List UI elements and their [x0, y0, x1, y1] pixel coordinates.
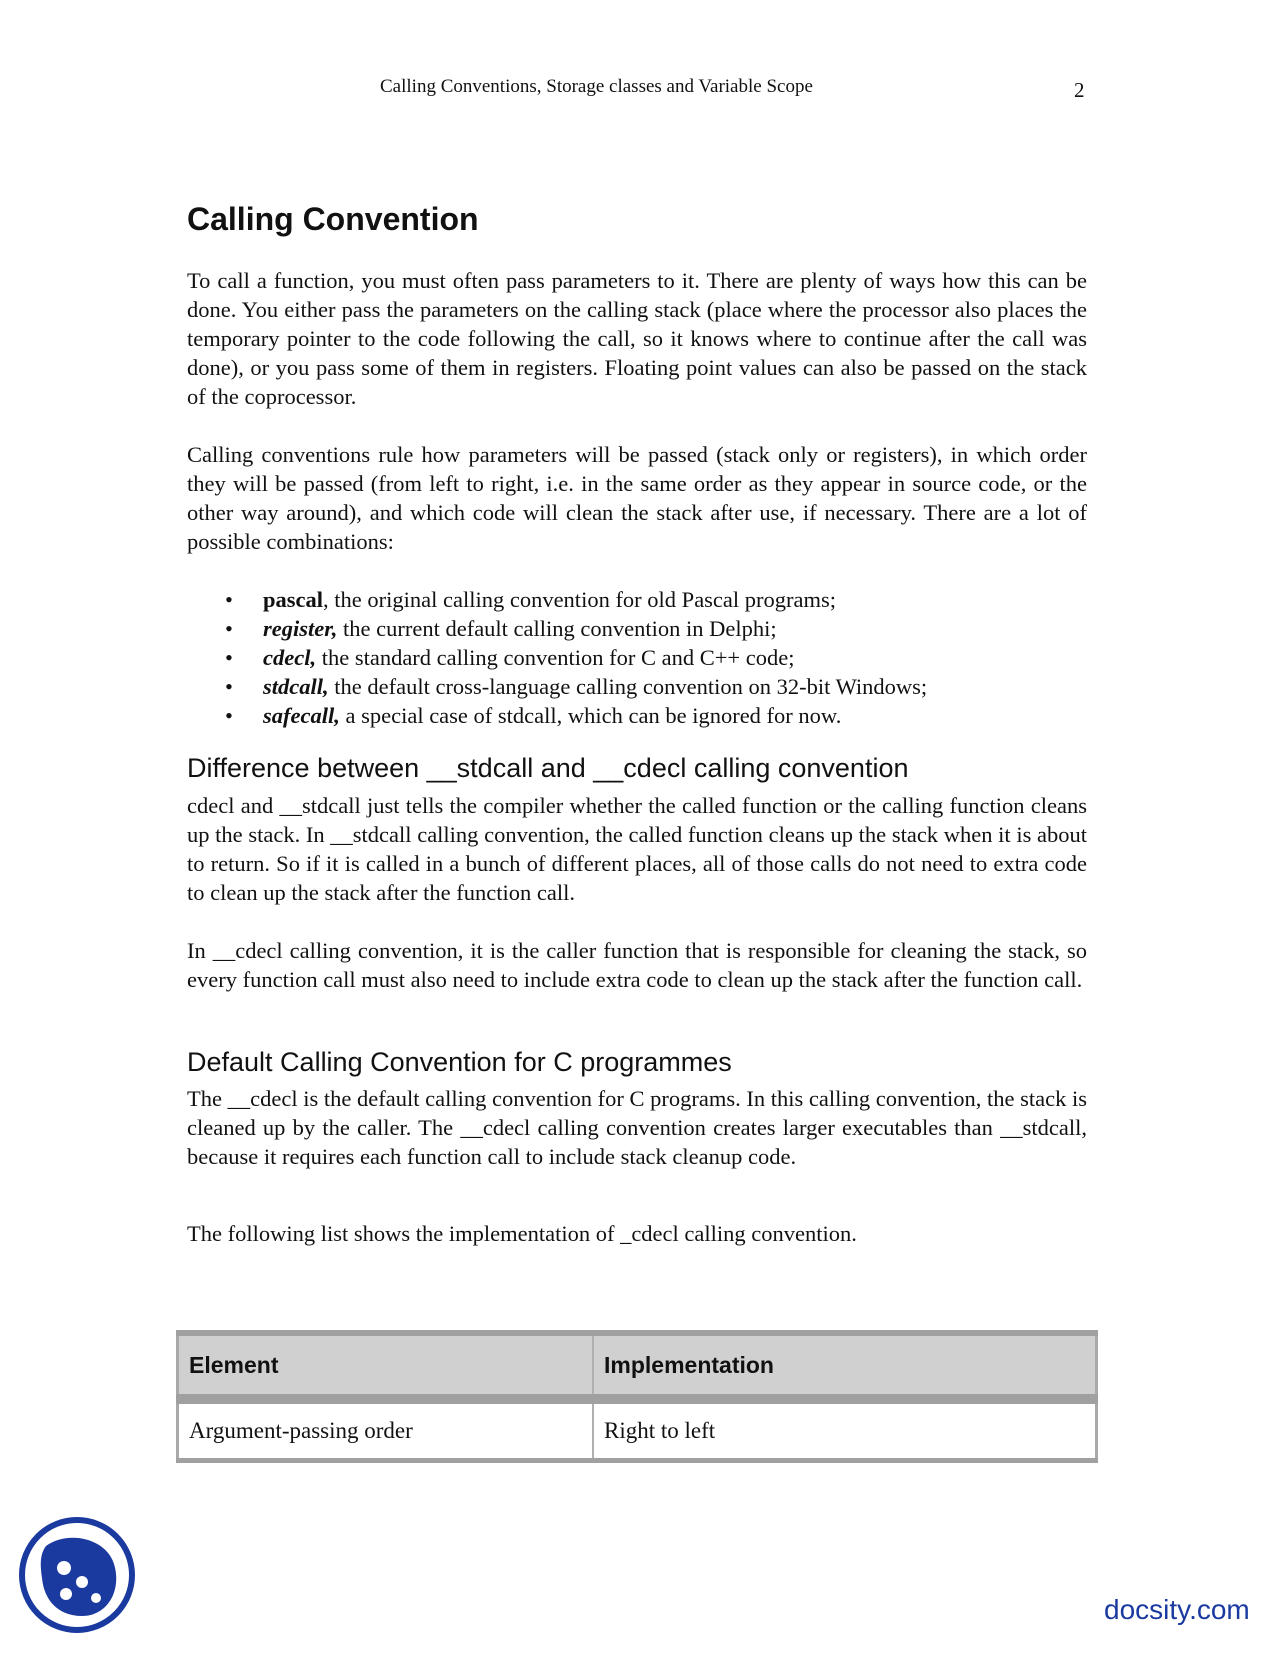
table-cell: Argument-passing order — [178, 1399, 594, 1461]
paragraph: In __cdecl calling convention, it is the caller function that is responsible for cleaning the stack, so every function call must also need to include extra code to clean up the stack after the function call. — [187, 937, 1087, 992]
list-desc: the standard calling convention for C and C++ code; — [316, 645, 795, 671]
list-item — [225, 672, 1087, 701]
section-title-difference: Difference between __stdcall and __cdecl calling convention — [187, 753, 909, 784]
page-number: 2 — [1074, 78, 1085, 102]
list-desc: a special case of stdcall, which can be ignored for now. — [339, 703, 842, 729]
column-header: Implementation — [593, 1333, 1097, 1399]
list-item — [225, 701, 1087, 730]
paragraph: The __cdecl is the default calling convention for C programs. In this calling convention, the stack is cleaned up by the caller. The __cdecl calling convention creates larger executables than __stdcall, because it requires each function call to include stack cleanup code. — [187, 1086, 1087, 1170]
section-title-default-convention: Default Calling Convention for C programmes — [187, 1046, 732, 1077]
list-term: safecall, — [263, 703, 340, 729]
list-term: cdecl, — [263, 645, 317, 671]
convention-list — [187, 585, 1087, 730]
list-item — [225, 614, 1087, 643]
bullet-icon: • — [225, 587, 233, 613]
section-title-calling-convention: Calling Convention — [187, 201, 479, 237]
running-header: Calling Conventions, Storage classes and Variable Scope — [380, 76, 813, 97]
list-desc: the current default calling convention in Delphi; — [337, 616, 777, 642]
list-term: pascal — [263, 587, 324, 613]
docsity-logo-icon[interactable] — [18, 1516, 136, 1634]
column-header: Element — [178, 1333, 594, 1399]
list-term: stdcall, — [263, 674, 329, 700]
paragraph: Calling conventions rule how parameters will be passed (stack only or registers), in which order they will be passed (from left to right, i.e. in the same order as they appear in source code, or the other way around), and which code will clean the stack after use, if necessary. There are a lot of possible combinations: — [187, 442, 1087, 555]
list-term: register, — [263, 616, 338, 642]
list-item — [225, 643, 1087, 672]
paragraph: cdecl and __stdcall just tells the compiler whether the called function or the calling function cleans up the stack. In __stdcall calling convention, the called function cleans up the stack when it is about to return. So if it is called in a bunch of different places, all of those calls do not need to extra code to clean up the stack after the function call. — [187, 792, 1087, 905]
bullet-icon: • — [225, 645, 233, 671]
list-desc: , the original calling convention for old Pascal programs; — [323, 587, 837, 613]
docsity-link[interactable]: docsity.com — [1104, 1594, 1250, 1625]
paragraph: The following list shows the implementation of _cdecl calling convention. — [187, 1221, 857, 1247]
implementation-table — [176, 1330, 1098, 1463]
bullet-icon: • — [225, 703, 233, 729]
list-desc: the default cross-language calling convention on 32-bit Windows; — [328, 674, 928, 700]
table-cell: Right to left — [593, 1399, 1097, 1461]
document-body — [187, 200, 1087, 1277]
table-header-row — [178, 1333, 1097, 1399]
paragraph: To call a function, you must often pass parameters to it. There are plenty of ways how this can be done. You either pass the parameters on the calling stack (place where the processor also places the temporary pointer to the code following the call, so it knows where to continue after the call was done), or you pass some of them in registers. Floating point values can also be passed on the stack of the coprocessor. — [187, 268, 1087, 410]
bullet-icon: • — [225, 616, 233, 642]
table-row — [178, 1399, 1097, 1461]
bullet-icon: • — [225, 674, 233, 700]
list-item — [225, 585, 1087, 614]
